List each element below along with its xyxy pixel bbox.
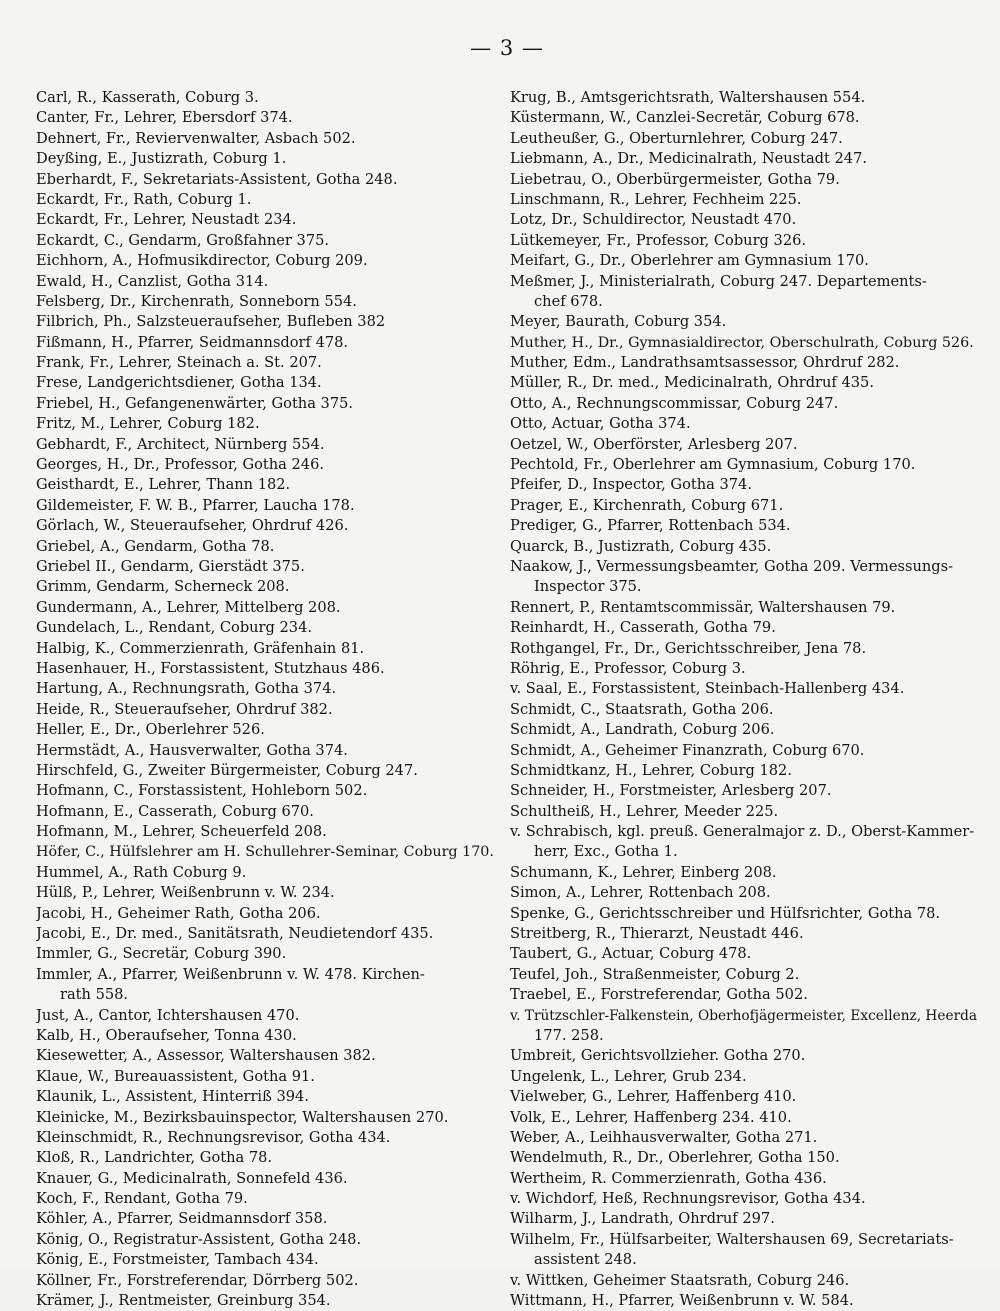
entry-line: Kloß, R., Landrichter, Gotha 78. xyxy=(36,1149,273,1167)
entry-continuation-line: Inspector 375. xyxy=(534,578,642,596)
entry-line: Pfeifer, D., Inspector, Gotha 374. xyxy=(510,476,752,494)
entry-line: Wittmann, H., Pfarrer, Weißenbrunn v. W. 584. xyxy=(510,1292,854,1310)
entry-line: Hofmann, C., Forstassistent, Hohleborn 502. xyxy=(36,782,368,800)
entry-line: Krämer, J., Rentmeister, Greinburg 354. xyxy=(36,1292,331,1310)
entry-line: Eberhardt, F., Sekretariats-Assistent, Gotha 248. xyxy=(36,170,398,188)
entry-line: Eichhorn, A., Hofmusikdirector, Coburg 209. xyxy=(36,252,368,270)
entry-line: Knauer, G., Medicinalrath, Sonnefeld 436. xyxy=(36,1169,348,1187)
entry-line: Grimm, Gendarm, Scherneck 208. xyxy=(36,578,290,596)
entry-line: Hirschfeld, G., Zweiter Bürgermeister, Coburg 247. xyxy=(36,761,418,779)
entry-line: Deyßing, E., Justizrath, Coburg 1. xyxy=(36,150,287,168)
entry-continuation-line: herr, Exc., Gotha 1. xyxy=(534,843,678,861)
entry-line: Immler, G., Secretär, Coburg 390. xyxy=(36,945,287,963)
entry-line: Frese, Landgerichtsdiener, Gotha 134. xyxy=(36,374,322,392)
entry-line: Klaue, W., Bureauassistent, Gotha 91. xyxy=(36,1067,315,1085)
entry-line: Traebel, E., Forstreferendar, Gotha 502. xyxy=(510,986,808,1004)
entry-line: Meyer, Baurath, Coburg 354. xyxy=(510,313,727,331)
entry-continuation-line: chef 678. xyxy=(534,292,603,310)
entry-line: Röhrig, E., Professor, Coburg 3. xyxy=(510,659,746,677)
entry-line: Wendelmuth, R., Dr., Oberlehrer, Gotha 150. xyxy=(510,1149,840,1167)
entry-line: Canter, Fr., Lehrer, Ebersdorf 374. xyxy=(36,109,293,127)
entry-line: Lütkemeyer, Fr., Professor, Coburg 326. xyxy=(510,231,807,249)
entry-line: Filbrich, Ph., Salzsteueraufseher, Bufleben 382 xyxy=(36,313,386,331)
entry-line: Prediger, G., Pfarrer, Rottenbach 534. xyxy=(510,517,791,535)
entry-line: Hofmann, E., Casserath, Coburg 670. xyxy=(36,802,314,820)
entry-line: Griebel II., Gendarm, Gierstädt 375. xyxy=(36,557,305,575)
entry-line: Ungelenk, L., Lehrer, Grub 234. xyxy=(510,1067,747,1085)
entry-line: Gildemeister, F. W. B., Pfarrer, Laucha 178. xyxy=(36,496,355,514)
entry-line: Just, A., Cantor, Ichtershausen 470. xyxy=(36,1006,300,1024)
entry-line: Kleinschmidt, R., Rechnungsrevisor, Gotha 434. xyxy=(36,1128,391,1146)
entry-line: Eckardt, C., Gendarm, Großfahner 375. xyxy=(36,231,330,249)
entry-line: Kiesewetter, A., Assessor, Waltershausen 382. xyxy=(36,1047,376,1065)
right-column xyxy=(510,88,980,1311)
entry-line: Streitberg, R., Thierarzt, Neustadt 446. xyxy=(510,925,804,943)
entry-line: Kalb, H., Oberaufseher, Tonna 430. xyxy=(36,1026,297,1044)
entry-line: Volk, E., Lehrer, Haffenberg 234. 410. xyxy=(510,1108,792,1126)
entry-line: v. Schrabisch, kgl. preuß. Generalmajor z. D., Oberst-Kammer- xyxy=(510,823,975,841)
entry-line: Heller, E., Dr., Oberlehrer 526. xyxy=(36,721,265,739)
entry-line: v. Wittken, Geheimer Staatsrath, Coburg 246. xyxy=(510,1271,850,1289)
entry-line: Otto, Actuar, Gotha 374. xyxy=(510,415,691,433)
entry-line: Spenke, G., Gerichtsschreiber und Hülfsrichter, Gotha 78. xyxy=(510,904,941,922)
entry-line: Friebel, H., Gefangenenwärter, Gotha 375. xyxy=(36,394,354,412)
entry-line: Küstermann, W., Canzlei-Secretär, Coburg 678. xyxy=(510,109,860,127)
entry-line: Görlach, W., Steueraufseher, Ohrdruf 426. xyxy=(36,517,349,535)
page-number: — 3 — xyxy=(470,36,544,60)
entry-line: Linschmann, R., Lehrer, Fechheim 225. xyxy=(510,190,802,208)
entry-line: Carl, R., Kasserath, Coburg 3. xyxy=(36,89,259,106)
entry-line: Wertheim, R. Commerzienrath, Gotha 436. xyxy=(510,1169,827,1187)
entry-line: Rothgangel, Fr., Dr., Gerichtsschreiber, Jena 78. xyxy=(510,639,867,657)
left-column xyxy=(36,88,496,1311)
entry-line: Schneider, H., Forstmeister, Arlesberg 207. xyxy=(510,782,832,800)
entry-line: Taubert, G., Actuar, Coburg 478. xyxy=(510,945,752,963)
entry-line: Gundermann, A., Lehrer, Mittelberg 208. xyxy=(36,598,341,616)
entry-line: Halbig, K., Commerzienrath, Gräfenhain 81. xyxy=(36,639,365,657)
entry-line: Pechtold, Fr., Oberlehrer am Gymnasium, Coburg 170. xyxy=(510,456,916,474)
entry-line: Heide, R., Steueraufseher, Ohrdruf 382. xyxy=(36,700,333,718)
entry-line: Wilhelm, Fr., Hülfsarbeiter, Waltershausen 69, Secretariats- xyxy=(510,1230,954,1248)
entry-line: Fißmann, H., Pfarrer, Seidmannsdorf 478. xyxy=(36,333,349,351)
entry-line: Muther, H., Dr., Gymnasialdirector, Oberschulrath, Coburg 526. xyxy=(510,334,974,351)
entry-line: Kleinicke, M., Bezirksbauinspector, Waltershausen 270. xyxy=(36,1108,449,1126)
entry-continuation-line: rath 558. xyxy=(60,986,129,1004)
entry-line: Krug, B., Amtsgerichtsrath, Waltershausen 554. xyxy=(510,89,866,106)
entry-line: Meßmer, J., Ministerialrath, Coburg 247. Departements- xyxy=(510,272,927,290)
entry-line: Meifart, G., Dr., Oberlehrer am Gymnasium 170. xyxy=(510,252,869,270)
entry-line: Lotz, Dr., Schuldirector, Neustadt 470. xyxy=(510,211,797,229)
entry-line: Weber, A., Leihhausverwalter, Gotha 271. xyxy=(510,1128,818,1146)
entry-line: Liebmann, A., Dr., Medicinalrath, Neustadt 247. xyxy=(510,150,868,168)
entry-line: Schmidtkanz, H., Lehrer, Coburg 182. xyxy=(510,761,792,779)
entry-line: Hasenhauer, H., Forstassistent, Stutzhaus 486. xyxy=(36,659,385,677)
entry-continuation-line: 177. 258. xyxy=(534,1026,604,1044)
entry-line: Quarck, B., Justizrath, Coburg 435. xyxy=(510,537,772,555)
entry-line: Klaunik, L., Assistent, Hinterriß 394. xyxy=(36,1088,309,1106)
entry-line: Rennert, P., Rentamtscommissär, Waltershausen 79. xyxy=(510,598,896,616)
entry-line: Prager, E., Kirchenrath, Coburg 671. xyxy=(510,496,784,514)
entry-line: Umbreit, Gerichtsvollzieher. Gotha 270. xyxy=(510,1047,806,1065)
entry-line: Georges, H., Dr., Professor, Gotha 246. xyxy=(36,456,325,474)
entry-line: Schmidt, A., Geheimer Finanzrath, Coburg 670. xyxy=(510,741,865,759)
entry-line: v. Trützschler-Falkenstein, Oberhofjägermeister, Excellenz, Heerda xyxy=(510,1007,978,1024)
entry-line: Fritz, M., Lehrer, Coburg 182. xyxy=(36,415,260,433)
entry-line: Jacobi, H., Geheimer Rath, Gotha 206. xyxy=(36,904,321,922)
entry-line: König, E., Forstmeister, Tambach 434. xyxy=(36,1251,319,1269)
entry-line: Eckardt, Fr., Lehrer, Neustadt 234. xyxy=(36,211,297,229)
entry-line: Schmidt, C., Staatsrath, Gotha 206. xyxy=(510,700,774,718)
entry-line: Köllner, Fr., Forstreferendar, Dörrberg 502. xyxy=(36,1271,359,1289)
entry-line: Jacobi, E., Dr. med., Sanitätsrath, Neudietendorf 435. xyxy=(36,925,434,943)
entry-line: Griebel, A., Gendarm, Gotha 78. xyxy=(36,537,275,555)
entry-line: Müller, R., Dr. med., Medicinalrath, Ohrdruf 435. xyxy=(510,374,874,392)
entry-line: Vielweber, G., Lehrer, Haffenberg 410. xyxy=(510,1088,797,1106)
entry-line: Hermstädt, A., Hausverwalter, Gotha 374. xyxy=(36,741,348,759)
entry-line: Schultheiß, H., Lehrer, Meeder 225. xyxy=(510,802,779,820)
entry-line: Muther, Edm., Landrathsamtsassessor, Ohrdruf 282. xyxy=(510,354,900,372)
entry-line: v. Saal, E., Forstassistent, Steinbach-Hallenberg 434. xyxy=(510,680,905,698)
entry-line: Liebetrau, O., Oberbürgermeister, Gotha 79. xyxy=(510,170,840,188)
entry-line: Felsberg, Dr., Kirchenrath, Sonneborn 554. xyxy=(36,292,357,310)
entry-line: Höfer, C., Hülfslehrer am H. Schullehrer-Seminar, Coburg 170. xyxy=(36,844,494,861)
entry-line: Otto, A., Rechnungscommissar, Coburg 247. xyxy=(510,394,839,412)
entry-line: Teufel, Joh., Straßenmeister, Coburg 2. xyxy=(510,965,800,983)
entry-line: Hülß, P., Lehrer, Weißenbrunn v. W. 234. xyxy=(36,884,335,902)
entry-line: Schmidt, A., Landrath, Coburg 206. xyxy=(510,721,775,739)
entry-line: Oetzel, W., Oberförster, Arlesberg 207. xyxy=(510,435,798,453)
entry-line: Leutheußer, G., Oberturnlehrer, Coburg 247. xyxy=(510,129,843,147)
entry-line: Geisthardt, E., Lehrer, Thann 182. xyxy=(36,476,291,494)
entry-line: König, O., Registratur-Assistent, Gotha 248. xyxy=(36,1230,362,1248)
entry-line: Hartung, A., Rechnungsrath, Gotha 374. xyxy=(36,680,337,698)
entry-line: Dehnert, Fr., Reviervenwalter, Asbach 502. xyxy=(36,129,356,147)
entry-line: Reinhardt, H., Casserath, Gotha 79. xyxy=(510,619,776,637)
entry-line: Naakow, J., Vermessungsbeamter, Gotha 209. Vermessungs- xyxy=(510,557,954,575)
entry-line: Frank, Fr., Lehrer, Steinach a. St. 207. xyxy=(36,354,322,372)
entry-line: Eckardt, Fr., Rath, Coburg 1. xyxy=(36,190,252,208)
entry-line: Schumann, K., Lehrer, Einberg 208. xyxy=(510,863,777,881)
entry-line: Hummel, A., Rath Coburg 9. xyxy=(36,863,247,881)
entry-line: Immler, A., Pfarrer, Weißenbrunn v. W. 478. Kirchen- xyxy=(36,965,425,983)
entry-line: Wilharm, J., Landrath, Ohrdruf 297. xyxy=(510,1210,775,1228)
entry-line: Simon, A., Lehrer, Rottenbach 208. xyxy=(510,884,771,902)
entry-line: Gundelach, L., Rendant, Coburg 234. xyxy=(36,619,313,637)
entry-line: Gebhardt, F., Architect, Nürnberg 554. xyxy=(36,435,325,453)
entry-line: Koch, F., Rendant, Gotha 79. xyxy=(36,1190,248,1208)
entry-line: Hofmann, M., Lehrer, Scheuerfeld 208. xyxy=(36,823,327,841)
entry-line: Ewald, H., Canzlist, Gotha 314. xyxy=(36,272,269,290)
entry-line: Köhler, A., Pfarrer, Seidmannsdorf 358. xyxy=(36,1210,328,1228)
entry-continuation-line: assistent 248. xyxy=(534,1251,637,1269)
entry-line: v. Wichdorf, Heß, Rechnungsrevisor, Gotha 434. xyxy=(510,1190,866,1208)
